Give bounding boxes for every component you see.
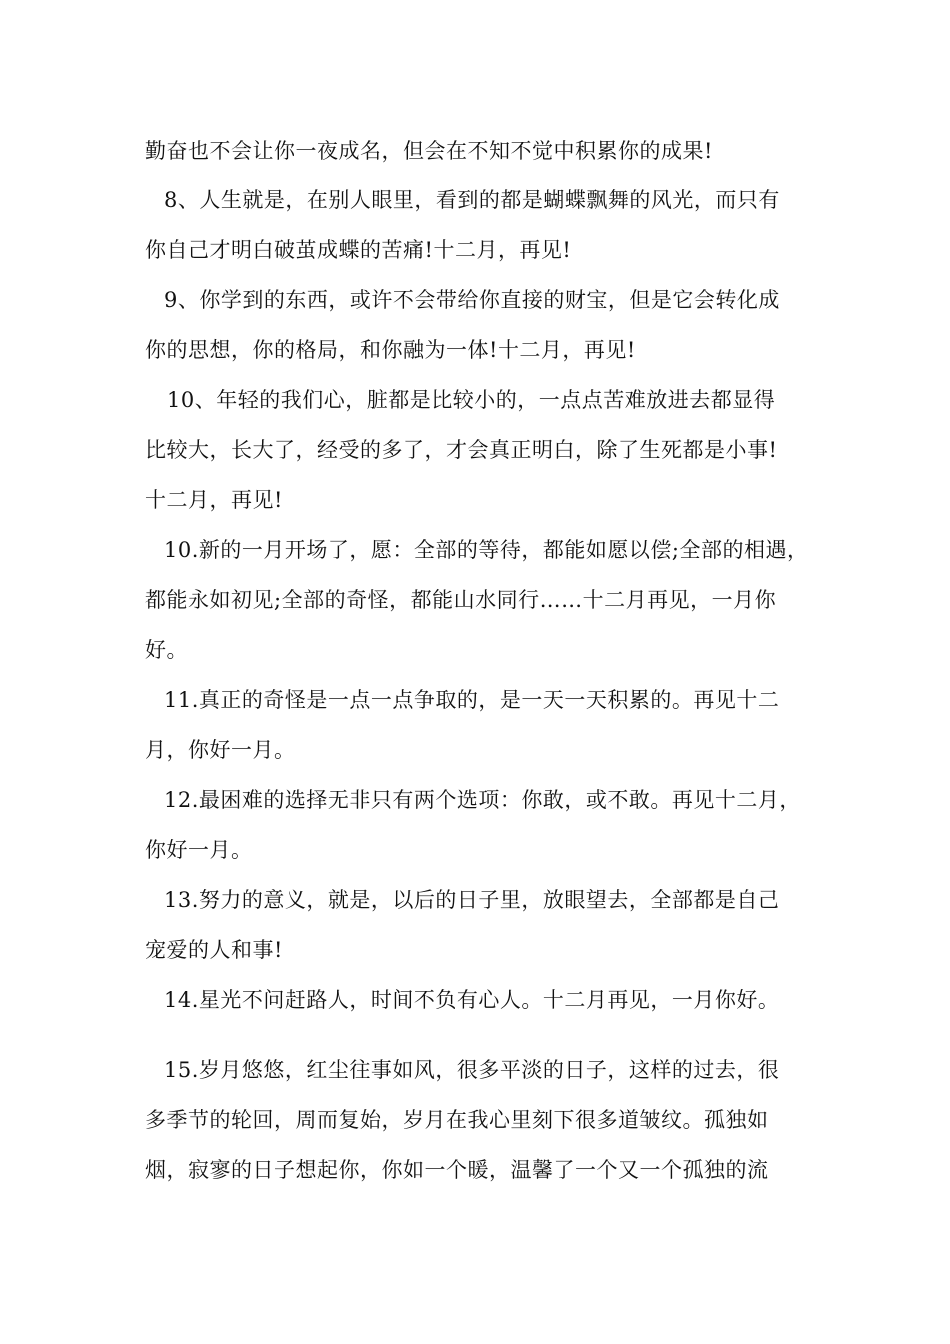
text-line: 十二月，再见! xyxy=(145,488,283,512)
text-line: 8、人生就是，在别人眼里，看到的都是蝴蝶飘舞的风光，而只有 xyxy=(164,188,780,212)
text-line: 你自己才明白破茧成蝶的苦痛!十二月，再见! xyxy=(145,238,572,262)
text-line: 多季节的轮回，周而复始，岁月在我心里刻下很多道皱纹。孤独如 xyxy=(145,1108,769,1132)
text-line: 10、年轻的我们心，脏都是比较小的，一点点苦难放进去都显得 xyxy=(167,388,776,412)
text-line: 烟，寂寥的日子想起你，你如一个暖，温馨了一个又一个孤独的流 xyxy=(145,1158,769,1182)
text-line: 都能永如初见;全部的奇怪，都能山水同行……十二月再见，一月你 xyxy=(145,588,777,612)
text-line: 好。 xyxy=(145,638,188,662)
text-line: 13.努力的意义，就是，以后的日子里，放眼望去，全部都是自己 xyxy=(164,888,780,912)
text-line: 12.最困难的选择无非只有两个选项：你敢，或不敢。再见十二月， xyxy=(164,788,801,812)
text-line: 勤奋也不会让你一夜成名，但会在不知不觉中积累你的成果! xyxy=(145,139,713,163)
text-line: 你的思想，你的格局，和你融为一体!十二月，再见! xyxy=(145,338,636,362)
text-line: 你好一月。 xyxy=(145,838,253,862)
text-line: 宠爱的人和事! xyxy=(145,938,283,962)
text-line: 比较大，长大了，经受的多了，才会真正明白，除了生死都是小事! xyxy=(145,438,778,462)
text-line: 9、你学到的东西，或许不会带给你直接的财宝，但是它会转化成 xyxy=(164,288,780,312)
text-line: 14.星光不问赶路人，时间不负有心人。十二月再见，一月你好。 xyxy=(164,988,780,1012)
text-line: 月，你好一月。 xyxy=(145,738,296,762)
text-line: 15.岁月悠悠，红尘往事如风，很多平淡的日子，这样的过去，很 xyxy=(164,1058,780,1082)
text-line: 11.真正的奇怪是一点一点争取的，是一天一天积累的。再见十二 xyxy=(164,688,780,712)
text-line: 10.新的一月开场了，愿：全部的等待，都能如愿以偿;全部的相遇， xyxy=(164,538,809,562)
